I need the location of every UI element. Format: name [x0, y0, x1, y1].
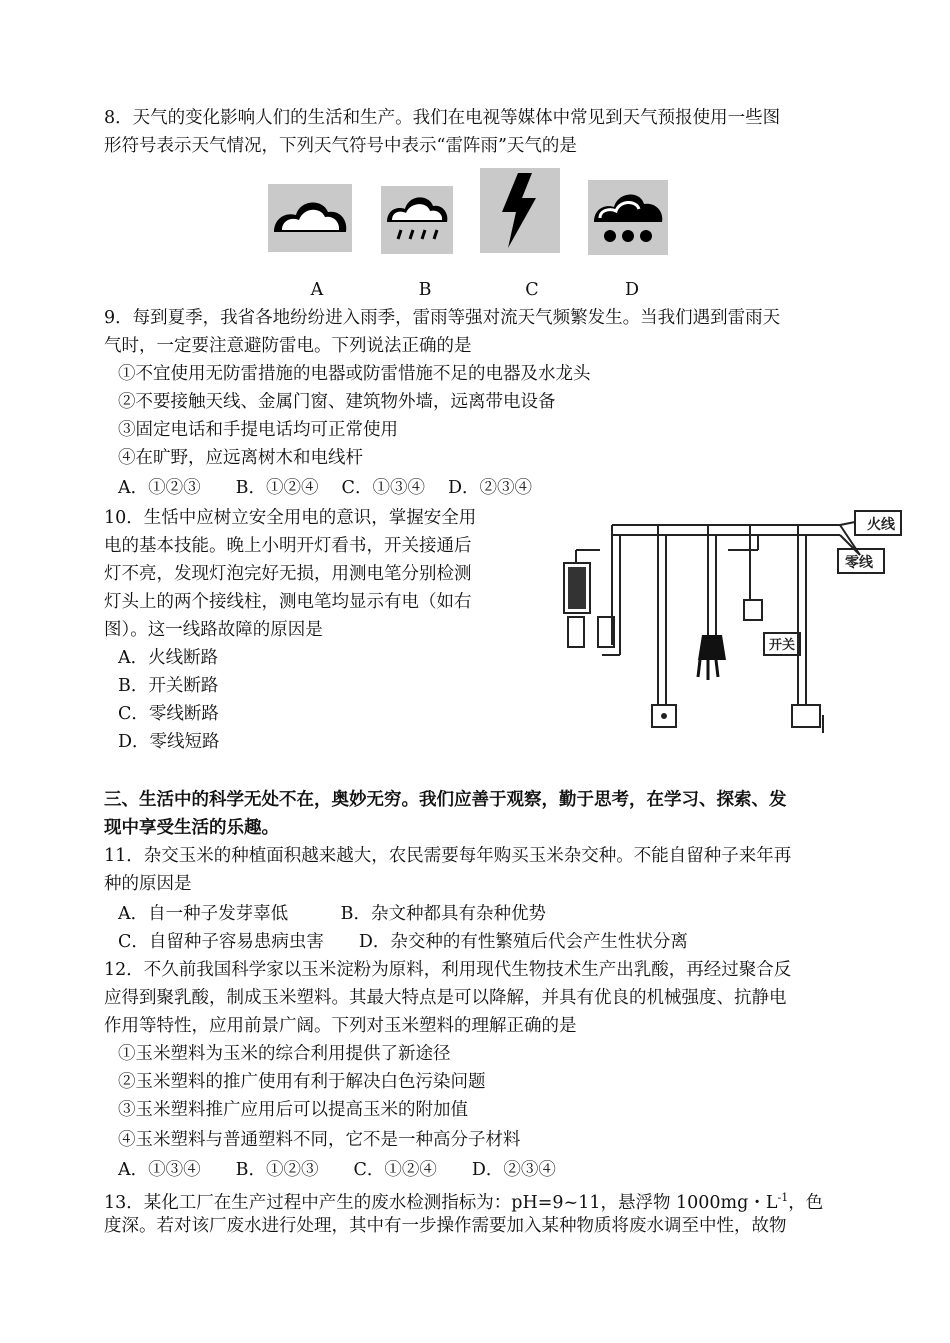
- q13-line-2: 度深。若对该厂废水进行处理，其中有一步操作需要加入某种物质将废水调至中性，故物: [104, 1216, 787, 1236]
- section-3-heading-1: 三、生活中的科学无处不在，奥妙无穷。我们应善于观察，勤于思考，在学习、探索、发: [104, 790, 787, 810]
- q12-line-1: 12．不久前我国科学家以玉米淀粉为原料，利用现代生物技术生产出乳酸，再经过聚合反: [104, 960, 792, 980]
- q9-options: A．①②③ B．①②④ C．①③④ D．②③④: [118, 478, 533, 498]
- section-3-heading-2: 现中享受生活的乐趣。: [104, 818, 279, 838]
- q13-unit-exponent: -1: [777, 1191, 789, 1204]
- q10-line-1: 10．生恬中应树立安全用电的意识，掌握安全用: [104, 508, 477, 528]
- option-label-a: A: [310, 280, 324, 300]
- option-label-d: D: [624, 280, 640, 300]
- q12-statement-3: ③玉米塑料推广应用后可以提高玉米的附加值: [118, 1100, 468, 1120]
- q13-line-1-main: 13．某化工厂在生产过程中产生的废水检测指标为：pH=9~11，悬浮物 1000mg・L: [104, 1192, 778, 1213]
- q11-line-1: 11．杂交玉米的种植面积越来越大，农民需要每年购买玉米杂交种。不能自留种子来年再: [104, 846, 792, 866]
- live-wire-label: 火线: [867, 518, 895, 533]
- lightning-icon: [480, 168, 560, 253]
- q9-statement-2: ②不要接触天线、金属门窗、建筑物外墙，远离带电设备: [118, 392, 556, 412]
- q12-line-3: 作用等特性，应用前景广阔。下列对玉米塑料的理解正确的是: [104, 1016, 577, 1036]
- q12-options: A．①③④ B．①②③ C．①②④ D．②③④: [118, 1160, 556, 1180]
- circuit-diagram: [540, 505, 910, 755]
- q9-line-1: 9．每到夏季，我省各地纷纷进入雨季，雷雨等强对流天气频繁发生。当我们遇到雷雨天: [104, 308, 781, 328]
- rain-cloud-icon: [381, 186, 453, 254]
- q11-line-2: 种的原因是: [104, 874, 192, 894]
- q9-statement-4: ④在旷野，应远离树木和电线杆: [118, 448, 363, 468]
- switch-label: 开关: [769, 637, 796, 652]
- q10-line-3: 灯不亮，发现灯泡完好无损，用测电笔分别检测: [104, 564, 472, 584]
- q11-options-1: A．自一种子发芽辜低 B．杂文种都具有杂种优势: [118, 904, 546, 924]
- q12-statement-4: ④玉米塑料与普通塑料不同，它不是一种高分子材料: [118, 1130, 521, 1150]
- q8-line-1: 8．天气的变化影响人们的生活和生产。我们在电视等媒体中常见到天气预报使用一些图: [104, 108, 781, 128]
- q10-option-b: B．开关断路: [118, 676, 219, 696]
- q10-option-c: C．零线断路: [118, 704, 219, 724]
- q10-option-d: D．零线短路: [118, 732, 220, 752]
- snow-cloud-icon: [588, 180, 668, 255]
- option-label-b: B: [418, 280, 432, 300]
- q10-line-5: 图）。这一线路故障的原因是: [104, 620, 323, 640]
- q12-statement-1: ①玉米塑料为玉米的综合利用提供了新途径: [118, 1044, 451, 1064]
- cloudy-icon: [268, 184, 352, 252]
- option-label-c: C: [525, 280, 539, 300]
- q11-options-2: C．自留种子容易患病虫害 D．杂交种的有性繁殖后代会产生性状分离: [118, 932, 688, 952]
- q12-statement-2: ②玉米塑料的推广使用有利于解决白色污染问题: [118, 1072, 486, 1092]
- q9-statement-1: ①不宜使用无防雷措施的电器或防雷惜施不足的电器及水龙头: [118, 364, 591, 384]
- q10-option-a: A．火线断路: [118, 648, 219, 668]
- q9-statement-3: ③固定电话和手提电话均可正常使用: [118, 420, 398, 440]
- q8-line-2: 形符号表示天气情况，下列天气符号中表示“雷阵雨”天气的是: [104, 136, 577, 156]
- q9-line-2: 气时，一定要注意避防雷电。下列说法正确的是: [104, 336, 472, 356]
- q13-line-1-end: ，色: [788, 1192, 824, 1213]
- q12-line-2: 应得到聚乳酸，制成玉米塑料。其最大特点是可以降解，并具有优良的机械强度、抗静电: [104, 988, 787, 1008]
- q10-line-4: 灯头上的两个接线柱，测电笔均显示有电（如右: [104, 592, 472, 612]
- neutral-wire-label: 零线: [845, 556, 873, 571]
- q10-line-2: 电的基本技能。晚上小明开灯看书，开关接通后: [104, 536, 472, 556]
